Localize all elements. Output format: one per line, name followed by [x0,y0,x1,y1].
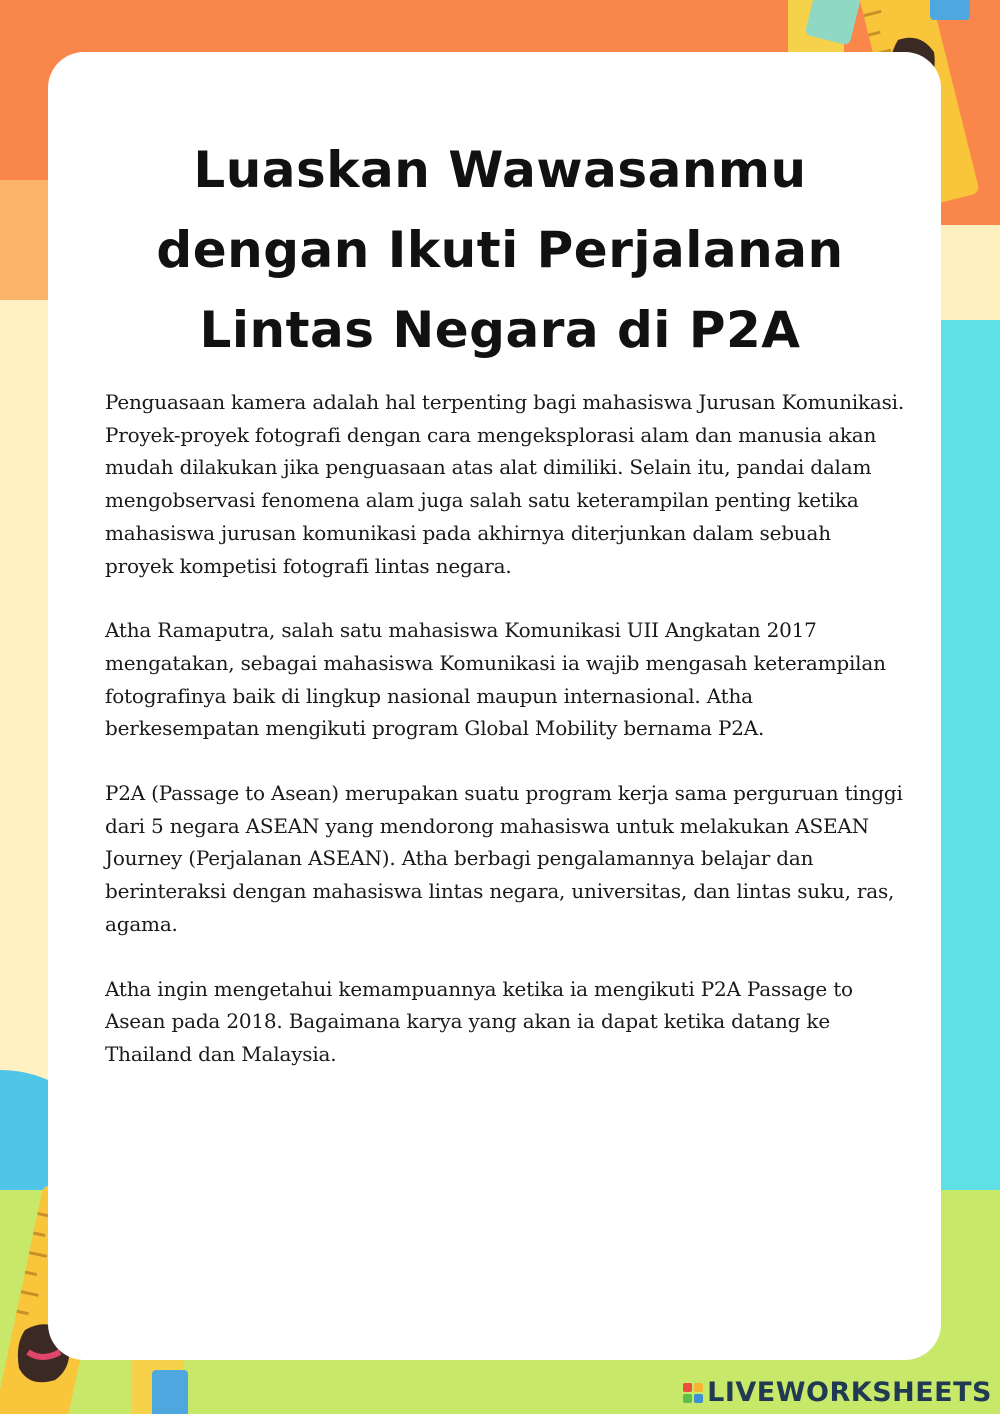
brand-name: LIVEWORKSHEETS [707,1377,992,1408]
background-cream-left [0,300,50,1080]
article-body [105,386,905,1103]
paragraph-2: Atha Ramaputra, salah satu mahasiswa Komunikasi UII Angkatan 2017 mengatakan, sebagai mahasiswa Komunikasi ia wajib mengasah keterampilan fotografinya baik di lingkup nasional maupun internasional. Atha berkesempatan mengikuti program Global Mobility bernama P2A. [105,618,886,741]
paragraph-4: Atha ingin mengetahui kemampuannya ketika ia mengikuti P2A Passage to Asean pada 2018. Bagaimana karya yang akan ia dapat ketika datang ke Thailand dan Malaysia. [105,976,853,1066]
liveworksheets-logo-icon [683,1383,703,1403]
paragraph-3: P2A (Passage to Asean) merupakan suatu program kerja sama perguruan tinggi dari 5 negara ASEAN yang mendorong mahasiswa untuk melakukan ASEAN Journey (Perjalanan ASEAN). Atha berbagi pengalamannya belajar dan berinteraksi dengan mahasiswa lintas negara, universitas, dan lintas suku, ras, agama. [105,781,903,936]
liveworksheets-brand[interactable] [683,1377,992,1408]
paragraph-1: Penguasaan kamera adalah hal terpenting bagi mahasiswa Jurusan Komunikasi. Proyek-proyek fotografi dengan cara mengeksplorasi alam dan manusia akan mudah dilakukan jika penguasaan atas alat dimiliki. Selain itu, pandai dalam mengobservasi fenomena alam juga salah satu keterampilan penting ketika mahasiswa jurusan komunikasi pada akhirnya diterjunkan dalam sebuah proyek kompetisi fotografi lintas negara. [105,390,905,578]
page-title: Luaskan Wawasanmu dengan Ikuti Perjalanan Lintas Negara di P2A [156,141,844,359]
